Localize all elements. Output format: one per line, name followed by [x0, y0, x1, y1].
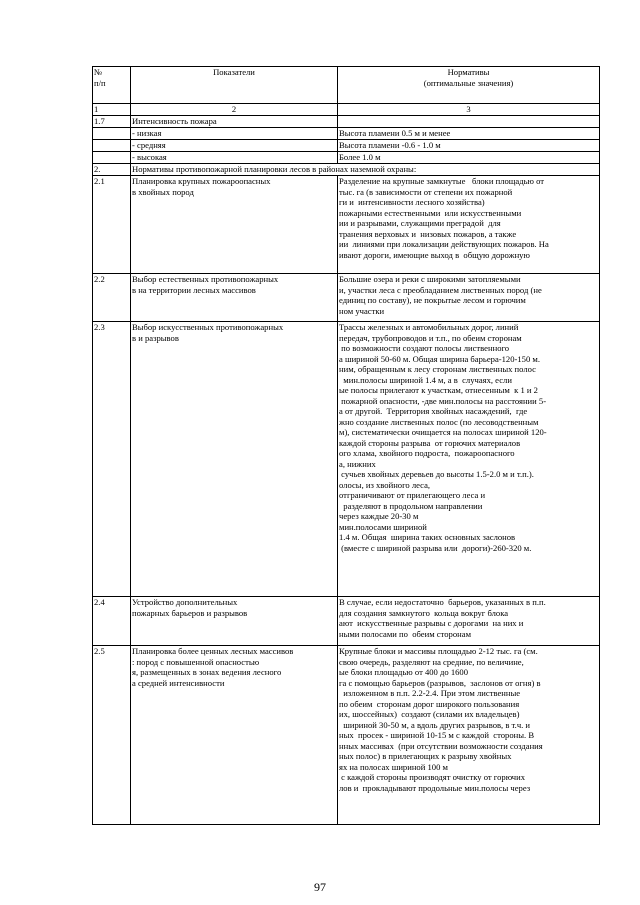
norm-line: разделяют в продольном направлении	[339, 500, 483, 511]
row-indicator	[131, 597, 338, 646]
norm-line: каждой стороны разрыва от горючих материалов	[339, 437, 521, 448]
norm-line: а, нижних	[339, 458, 376, 469]
indicator-line: Планировка крупных пожароопасных	[132, 176, 271, 186]
norm-line: олосы, из хвойного леса,	[339, 479, 431, 490]
page-number: 97	[314, 880, 326, 894]
norm-line: 1.4 м. Общая ширина таких основных заслонов	[339, 532, 516, 542]
row-indicator	[131, 274, 338, 322]
row-value	[338, 116, 600, 128]
row-1-7-item	[93, 152, 600, 164]
norm-line: ые полосы прилегают к участкам, отнесенным к 1 и 2	[339, 385, 538, 395]
header-norms-line-2: (оптимальные значения)	[423, 77, 514, 88]
header-norms-line-1: Нормативы	[447, 67, 490, 77]
norm-line: сучьев хвойных деревьев до высоты 1.5-2.0 м и т.п.).	[339, 469, 534, 479]
row-num: 2.3	[93, 322, 131, 597]
table-row	[93, 274, 600, 322]
norm-line: ии и разрывами, служащими преградой для	[339, 218, 501, 228]
item-label: - средняя	[131, 140, 338, 152]
norm-line: Разделение на крупные замкнутые блоки площадью от	[339, 176, 545, 186]
indicator-line: в и разрывов	[132, 332, 179, 343]
norm-line: ают искусственные разрывы с дорогами на них и	[339, 618, 524, 628]
row-indicator	[131, 646, 338, 825]
norm-line: (вместе с шириной разрыва или дороги)-260-320 м.	[339, 542, 532, 553]
indicator-line: Планировка более ценных лесных массивов	[132, 646, 294, 656]
indicator-line: в на территории лесных массивов	[132, 284, 256, 295]
norm-line: га с помощью барьеров (разрывов, заслонов от огня) в	[339, 677, 541, 688]
section-title: Нормативы противопожарной планировки лесов в районах наземной охраны:	[131, 164, 600, 176]
header-num	[93, 67, 131, 104]
row-num: 2.5	[93, 646, 131, 825]
header-num-line-2: п/п	[94, 77, 106, 88]
row-1-7-item	[93, 128, 600, 140]
norm-line: м), систематически очищается на полосах шириной 120-	[339, 427, 547, 437]
norm-line: ии линиями при локализации действующих пожаров. На	[339, 239, 549, 249]
norm-line: Большие озера и реки с широкими затопляемыми	[339, 274, 521, 284]
norm-line: для создания замкнутого кольца вокруг блока	[339, 607, 509, 618]
norm-line: ном участки	[339, 305, 385, 316]
row-norm	[338, 597, 600, 646]
item-value: Высота пламени 0.5 м и менее	[338, 128, 600, 140]
norm-line: их, шоссейных) создают (силами их владельцев)	[339, 709, 520, 719]
norm-line: а шириной 50-60 м. Общая ширина барьера-120-150 м.	[339, 353, 541, 364]
norm-line: по обеим сторонам дорог широкого пользования	[339, 698, 520, 709]
row-norm	[338, 274, 600, 322]
norm-line: через каждые 20-30 м	[339, 511, 419, 521]
norm-line: Трассы железных и автомобильных дорог, линий	[339, 322, 519, 332]
norm-line: ним, обращенным к лесу сторонам лиственных полос	[339, 364, 536, 374]
item-label: - низкая	[131, 128, 338, 140]
row-norm	[338, 646, 600, 825]
item-value: Высота пламени -0.6 - 1.0 м	[338, 140, 600, 152]
norm-line: ги и интенсивности лесного хозяйства)	[339, 197, 485, 207]
row-num: 2.4	[93, 597, 131, 646]
row-num: 1.7	[93, 116, 131, 128]
norm-line: ях на полосах шириной 100 м	[339, 761, 448, 772]
norm-line: жно создание лиственных полос (по лесоводственным	[339, 416, 539, 427]
norm-line: шириной 30-50 м, а вдоль других разрывов, в т.ч. и	[339, 719, 531, 730]
norm-line: Крупные блоки и массивы площадью 2-12 тыс. га (см.	[339, 646, 538, 656]
header-norms	[338, 67, 600, 104]
row-indicator	[131, 176, 338, 274]
row-num: 2.1	[93, 176, 131, 274]
table-row	[93, 176, 600, 274]
item-label: - высокая	[131, 152, 338, 164]
indicator-line: Устройство дополнительных	[132, 597, 238, 607]
table-header-row	[93, 67, 600, 104]
row-1-7	[93, 116, 600, 128]
norm-line: пожарной опасности, -две мин.полосы на расстоянии 5-	[339, 395, 547, 406]
norm-line: ивают дороги, имеющие выход в общую дорожную	[339, 249, 530, 260]
norm-line: и, участки леса с преобладанием лиственных пород (не	[339, 284, 542, 295]
row-2-section	[93, 164, 600, 176]
col-number-1: 1	[93, 104, 131, 116]
norm-line: ных полос) в прилегающих к разрыву хвойных	[339, 751, 512, 761]
norm-line: свою очередь, разделяют на средние, по величине,	[339, 656, 524, 667]
norm-line: а от другой. Территория хвойных насаждений, где	[339, 406, 528, 416]
indicator-line: а средней интенсивности	[132, 677, 225, 688]
indicator-line: Выбор естественных противопожарных	[132, 274, 279, 284]
header-num-line-1: №	[94, 67, 103, 77]
header-indicators: Показатели	[131, 67, 338, 104]
norm-line: ных просек - шириной 10-15 м с каждой стороны. В	[339, 730, 535, 740]
norm-line: единиц по составу), не покрытые лесом и горючим	[339, 295, 526, 305]
row-num: 2.2	[93, 274, 131, 322]
row-title: Интенсивность пожара	[131, 116, 338, 128]
norms-table	[92, 66, 600, 825]
norm-line: отграничивают от прилегающего леса и	[339, 490, 486, 500]
norm-line: мин.полосами шириной	[339, 521, 427, 532]
norm-line: изложенном в п.п. 2.2-2.4. При этом лиственные	[339, 688, 521, 698]
col-number-2: 2	[131, 104, 338, 116]
norm-line: ые блоки площадью от 400 до 1600	[339, 667, 469, 677]
table-row	[93, 646, 600, 825]
indicator-line: : пород с повышенной опасностью	[132, 656, 260, 667]
indicator-line: я, размещенных в зонах ведения лесного	[132, 667, 282, 677]
norm-line: В случае, если недостаточно барьеров, указанных в п.п.	[339, 597, 546, 607]
indicator-line: Выбор искусственных противопожарных	[132, 322, 284, 332]
norm-line: мин.полосы шириной 1.4 м, а в случаях, если	[339, 374, 512, 385]
norm-line: нных массивах (при отсутствии возможности создания	[339, 740, 543, 751]
table-row	[93, 597, 600, 646]
norm-line: пожарными естественными или искусственными	[339, 207, 522, 218]
norm-line: транения верховых и низовых пожаров, а также	[339, 228, 517, 239]
row-1-7-item	[93, 140, 600, 152]
row-norm	[338, 176, 600, 274]
indicator-line: пожарных барьеров и разрывов	[132, 607, 248, 618]
indicator-line: в хвойных пород	[132, 186, 194, 197]
row-num: 2.	[93, 164, 131, 176]
norm-line: ными полосами по обеим сторонам	[339, 628, 472, 639]
norm-line: лов и прокладывают продольные мин.полосы через	[339, 782, 531, 793]
norm-line: с каждой стороны производят очистку от горючих	[339, 772, 526, 782]
norm-line: передач, трубопроводов и т.п., по обеим сторонам	[339, 332, 522, 343]
item-value: Более 1.0 м	[338, 152, 600, 164]
row-norm	[338, 322, 600, 597]
table-row	[93, 322, 600, 597]
column-numbers-row	[93, 104, 600, 116]
row-indicator	[131, 322, 338, 597]
norm-line: тыс. га (в зависимости от степени их пожарной	[339, 186, 513, 197]
norm-line: по возможности создают полосы лиственного	[339, 343, 510, 353]
col-number-3: 3	[338, 104, 600, 116]
norm-line: ого хлама, хвойного подроста, пожароопасного	[339, 448, 515, 458]
